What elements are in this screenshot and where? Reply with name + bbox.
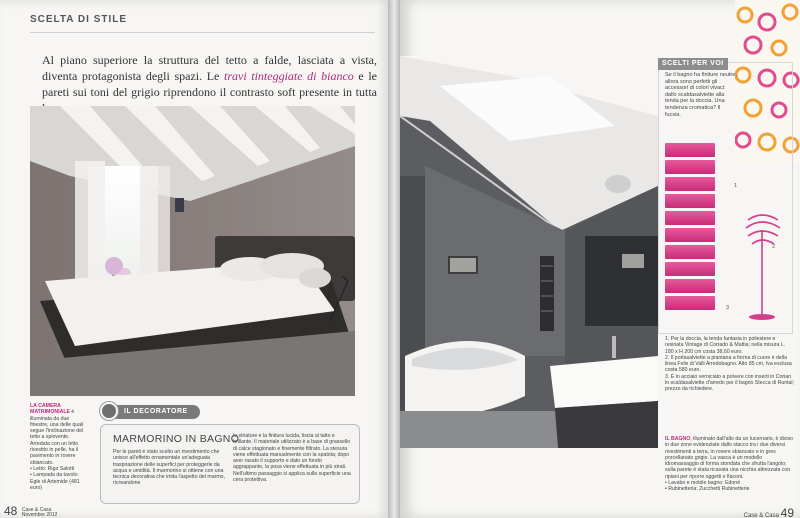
lead-text-start: Al piano superiore la struttura del tetto a falde, lasciata a vista, diventa protagonista degli spazi. Le (42, 53, 377, 83)
decoratore-header (100, 402, 220, 422)
folio-magazine-right: Case & Casa (743, 513, 779, 518)
bedroom-caption (30, 403, 85, 491)
scelti-per-voi-text: Se il bagno ha finiture neutre, allora sono perfetti gli accessori di colori vivaci: dallo scaldasalviette alla tenda per la doccia. Una tendenza cromatica? Il fucsia. (665, 72, 737, 118)
scelti-per-voi-title: SCELTI PER VOI (658, 58, 728, 70)
folio-magazine-name: Case & Casa (21, 506, 52, 513)
product-number-2: 2 (772, 244, 776, 250)
rail-bar (665, 228, 715, 242)
section-rule (30, 32, 375, 33)
bedroom-caption-body: è illuminata da due finestre, una delle quali segue l'inclinazione del tetto a spiovente. Arredata con un letto rivestito in pelle, ha il pavimento in rovere sbiancato. (30, 409, 84, 466)
page-folio-right (744, 506, 794, 518)
bathroom-caption-body: , illuminato dall'alto da un lucernario, è diviso in due zone evidenziate dallo stacco tra i due diversi rivestimenti a terra, in rovere sbiancato e in gres porcellanato grigio. La vasca è un modello idromassaggio di forma stondata che sfrutta l'angolo; sulla parete è stata ricavata una nicchia attrezzata con ripiani per riporre oggetti e flaconi. (665, 436, 794, 480)
bathroom-illustration (400, 56, 658, 448)
right-page (400, 0, 800, 518)
product-note-3: 3. È in acciaio verniciato a polvere con inserti in Corian lo scaldasalviette d'arredo per il bagno Stecca di Runtal; prezzo da richiedere. (665, 373, 795, 393)
credit-bed: • Letto: Rigo Salotti (30, 465, 75, 472)
bedroom-photo (30, 106, 355, 396)
decoratore-title: MARMORINO IN BAGNO (113, 433, 240, 445)
lead-text-end: e le pareti sui toni del grigio riprendono il contrasto soft presente in tutta (42, 69, 377, 99)
rail-bar (665, 296, 715, 310)
page-number-right: 49 (780, 506, 794, 518)
rail-bar (665, 211, 715, 225)
bedroom-caption-heading: LA CAMERA MATRIMONIALE (30, 403, 70, 416)
rail-bar (665, 177, 715, 191)
towel-rail-product (665, 143, 715, 313)
decoratore-column-1: Per le pareti è stato scelto un rivestimento che unisce all'effetto ornamentale un'adeguata traspirazione delle superfici per proteggerle da acqua e umidità. Il marmorino si ottiene con una tecnica decorativa che imita l'aspetto del marmo, ricreandone (113, 449, 225, 487)
page-number-left: 48 (4, 504, 18, 518)
rail-bar (665, 279, 715, 293)
heart-towel-stand (740, 190, 785, 325)
bedroom-illustration (30, 106, 355, 396)
brush-icon (100, 402, 118, 420)
decoratore-label: IL DECORATORE (110, 405, 200, 419)
rail-bar (665, 143, 715, 157)
page-folio-left (4, 504, 57, 518)
bathroom-caption-heading: IL BAGNO (665, 436, 691, 442)
folio-date: Novembre 2012 (21, 511, 58, 518)
product-note-2: 2. Il portasalviette a piantana a forma di cuore è della linea Felix di Valli Arredobagno. Alto 85 cm, Iva esclusa costa 580 euro. (665, 354, 792, 374)
lead-highlight: travi tinteggiate di bianco (223, 69, 354, 83)
credit-taps: • Rubinetteria: Zucchetti Rubinetterie (665, 486, 750, 493)
product-notes (665, 336, 795, 393)
credit-washbasin: • Lavabo e mobile bagno: Edoné (665, 480, 741, 487)
rail-bar (665, 160, 715, 174)
product-note-1: 1. Per la doccia, la tenda fantasia in poliestere e resinata Vintage di Corrado & Mattia; nella misura L. 180 x H 200 cm costa 38,60 euro. (665, 336, 786, 355)
bathroom-caption (665, 436, 795, 493)
decoratore-column-2: le striature e la finitura lucida, liscia al tatto e brillante. Il materiale utilizzato è a base di grassello di calce stagionato e finemente filtrato. La stesura viene effettuata manualmente con la spatola; dopo aver rasato il supporto e dato un fondo aggrappante, la posa viene effettuata in più strati. Nell'ultimo passaggio si applica sulla superficie una cera protettiva. (233, 433, 351, 484)
product-number-1: 1 (734, 183, 738, 189)
towel-stand-product (740, 190, 785, 325)
decoratore-box (100, 424, 360, 504)
rail-bar (665, 245, 715, 259)
credit-lamp: • Lampada da tavolo: Egle di Artemide (481 euro) (30, 472, 80, 491)
left-page (0, 0, 390, 518)
rail-bar (665, 262, 715, 276)
bathroom-photo (400, 56, 658, 448)
folio-magazine-left (22, 508, 58, 518)
product-number-3: 3 (726, 305, 730, 311)
section-title: SCELTA DI STILE (30, 14, 128, 25)
rail-bar (665, 194, 715, 208)
